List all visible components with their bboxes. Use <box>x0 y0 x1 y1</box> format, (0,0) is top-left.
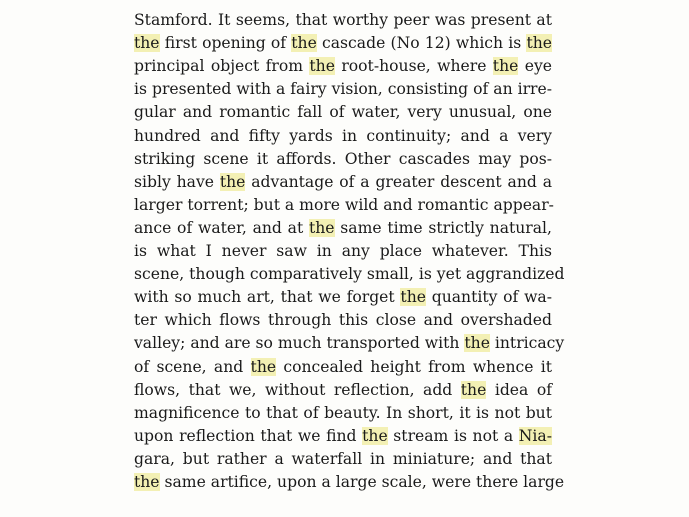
highlighted-word: Nia- <box>518 426 552 445</box>
text-line <box>134 217 552 240</box>
text-segment: root-house, where <box>334 57 493 76</box>
text-segment: concealed height from whence it <box>276 357 552 376</box>
text-segment: valley; and are so much transported with <box>134 334 465 353</box>
highlighted-word: the <box>291 34 317 53</box>
text-line <box>134 194 552 217</box>
text-line <box>134 9 552 32</box>
highlighted-word: the <box>400 288 426 307</box>
highlighted-word: the <box>460 380 487 399</box>
text-line <box>134 356 552 379</box>
text-line <box>134 32 552 55</box>
text-segment: eye <box>518 57 552 76</box>
body-text <box>134 0 565 494</box>
text-line <box>134 240 552 263</box>
text-segment: ter which flows through this close and overshaded <box>134 311 552 330</box>
text-line <box>134 309 552 332</box>
text-line <box>134 148 552 171</box>
text-line <box>134 425 552 448</box>
text-line <box>134 171 552 194</box>
text-segment: stream is not a <box>387 426 519 445</box>
text-line <box>134 402 552 425</box>
text-line <box>134 332 565 355</box>
text-segment: idea of <box>486 380 552 399</box>
text-segment: quantity of wa- <box>425 288 552 307</box>
text-line <box>134 0 552 9</box>
text-segment: scene, though comparatively small, is yet aggrandized <box>134 265 565 284</box>
text-segment: advantage of a greater descent and a <box>245 172 552 191</box>
text-line <box>134 101 552 124</box>
highlighted-word: the <box>219 172 246 191</box>
text-segment: same artifice, upon a large scale, were there large <box>159 472 565 491</box>
highlighted-word: the <box>309 57 335 76</box>
text-segment: principal object from <box>134 57 310 76</box>
text-segment: with so much art, that we forget <box>134 288 401 307</box>
text-line <box>134 448 552 471</box>
text-segment: upon reflection that we find <box>134 426 363 445</box>
text-segment: ance of water, and at <box>134 218 309 237</box>
text-segment: is presented with a fairy vision, consisting of an irre- <box>134 80 552 99</box>
text-segment: cascade (No 12) which is <box>316 34 527 53</box>
text-segment: same time strictly natural, <box>334 218 553 237</box>
text-line <box>134 125 552 148</box>
text-segment: intricacy <box>489 334 565 353</box>
highlighted-word: the <box>362 426 388 445</box>
text-line <box>134 286 552 309</box>
text-segment: gular and romantic fall of water, very unusual, one <box>134 103 552 122</box>
text-segment <box>134 0 552 6</box>
highlighted-word: the <box>464 334 490 353</box>
highlighted-word: the <box>134 472 160 491</box>
text-segment: magnificence to that of beauty. In short, it is not but <box>134 403 552 422</box>
text-line <box>134 55 552 78</box>
highlighted-word: the <box>134 34 160 53</box>
highlighted-word: the <box>526 34 553 53</box>
text-line <box>134 379 552 402</box>
highlighted-word: the <box>492 57 519 76</box>
text-line <box>134 471 565 494</box>
text-segment: is what I never saw in any place whatever. This <box>134 242 552 261</box>
text-segment: sibly have <box>134 172 220 191</box>
text-segment: first opening of <box>159 34 292 53</box>
text-segment: flows, that we, without reflection, add <box>134 380 461 399</box>
text-segment: of scene, and <box>134 357 251 376</box>
text-line <box>134 78 552 101</box>
text-segment: Stamford. It seems, that worthy peer was present at <box>134 11 552 30</box>
text-segment: striking scene it affords. Other cascades may pos- <box>134 149 552 168</box>
text-segment: larger torrent; but a more wild and romantic appear- <box>134 195 554 214</box>
text-line <box>134 263 565 286</box>
highlighted-word: the <box>250 357 277 376</box>
text-segment: gara, but rather a waterfall in miniature; and that <box>134 449 552 468</box>
highlighted-word: the <box>308 218 335 237</box>
text-segment: hundred and fifty yards in continuity; and a very <box>134 126 552 145</box>
